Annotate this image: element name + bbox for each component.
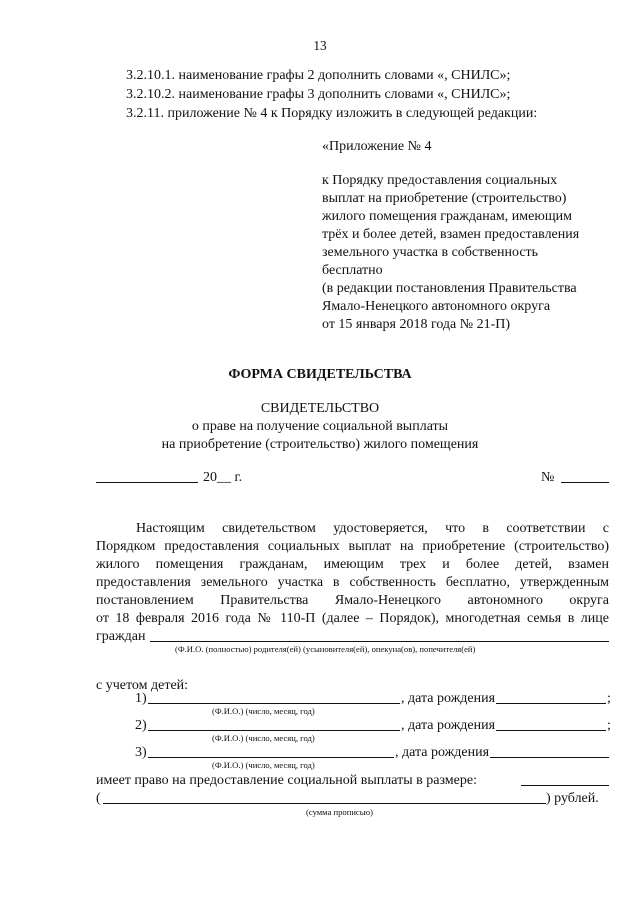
dob-label: , дата рождения (395, 745, 490, 760)
page-number: 13 (313, 38, 327, 53)
amendment-line-2: 3.2.10.2. наименование графы 3 дополнить словами «, СНИЛС»; (126, 87, 511, 102)
child-number: 2) (135, 718, 147, 733)
child-2-dob-field[interactable] (496, 730, 606, 731)
certificate-title: СВИДЕТЕЛЬСТВО (260, 401, 380, 416)
certificate-subtitle: на приобретение (строительство) жилого помещения (161, 437, 479, 452)
amendment-line-3: 3.2.11. приложение № 4 к Порядку изложить в следующей редакции: (126, 106, 538, 121)
appendix-title: «Приложение № 4 (322, 139, 432, 154)
number-label: № (541, 470, 555, 485)
appendix-line: Ямало-Ненецкого автономного округа (322, 299, 551, 314)
child-caption: (Ф.И.О.) (число, месяц, год) (212, 706, 315, 716)
parents-caption: (Ф.И.О. (полностью) родителя(ей) (усыновителя(ей), опекуна(ов), попечителя(ей) (175, 644, 476, 654)
appendix-line: выплат на приобретение (строительство) (322, 191, 567, 206)
appendix-line: (в редакции постановления Правительства (322, 281, 577, 296)
child-caption: (Ф.И.О.) (число, месяц, год) (212, 760, 315, 770)
child-caption: (Ф.И.О.) (число, месяц, год) (212, 733, 315, 743)
parents-name-field[interactable] (150, 641, 609, 642)
citizens-label: граждан (96, 629, 146, 644)
amount-in-words-field[interactable] (103, 803, 546, 804)
child-3-dob-field[interactable] (490, 757, 609, 758)
child-number: 3) (135, 745, 147, 760)
child-number: 1) (135, 691, 147, 706)
payment-label: имеет право на предоставление социальной выплаты в размере: (96, 773, 477, 788)
body-line: от 18 февраля 2016 года № 110-П (далее – Порядок), многодетная семья в лице (96, 611, 609, 626)
date-year-label: 20__ г. (203, 470, 243, 485)
certificate-number-field[interactable] (561, 482, 609, 483)
open-paren: ( (96, 791, 101, 806)
certificate-subtitle: о праве на получение социальной выплаты (191, 419, 449, 434)
rubles-label: ) рублей. (546, 791, 599, 806)
appendix-line: земельного участка в собственность (322, 245, 539, 260)
body-line: Настоящим свидетельством удостоверяется, что в соответствии с (136, 521, 609, 536)
body-line: предоставления земельного участка в собственность бесплатно, утвержденным (96, 575, 609, 590)
form-heading: ФОРМА СВИДЕТЕЛЬСТВА (228, 367, 412, 382)
amendment-line-1: 3.2.10.1. наименование графы 2 дополнить словами «, СНИЛС»; (126, 68, 511, 83)
body-line: Порядком предоставления социальных выплат на приобретение (строительство) (96, 539, 609, 554)
appendix-line: бесплатно (322, 263, 383, 278)
appendix-line: трёх и более детей, взамен предоставления (322, 227, 580, 242)
appendix-line: от 15 января 2018 года № 21-П) (322, 317, 511, 332)
line-end: ; (607, 691, 611, 706)
payment-amount-field[interactable] (521, 785, 609, 786)
child-2-name-field[interactable] (148, 730, 400, 731)
dob-label: , дата рождения (401, 691, 496, 706)
appendix-line: жилого помещения гражданам, имеющим (322, 209, 572, 224)
line-end: ; (607, 718, 611, 733)
dob-label: , дата рождения (401, 718, 496, 733)
children-label: с учетом детей: (96, 678, 189, 693)
amount-caption: (сумма прописью) (306, 807, 373, 817)
child-3-name-field[interactable] (148, 757, 394, 758)
body-line: жилого помещения гражданам, имеющим трех и более детей, взамен (96, 557, 609, 572)
date-day-month-field[interactable] (96, 482, 198, 483)
body-line: постановлением Правительства Ямало-Ненецкого автономного округа (96, 593, 609, 608)
child-1-dob-field[interactable] (496, 703, 606, 704)
appendix-line: к Порядку предоставления социальных (322, 173, 558, 188)
child-1-name-field[interactable] (148, 703, 400, 704)
